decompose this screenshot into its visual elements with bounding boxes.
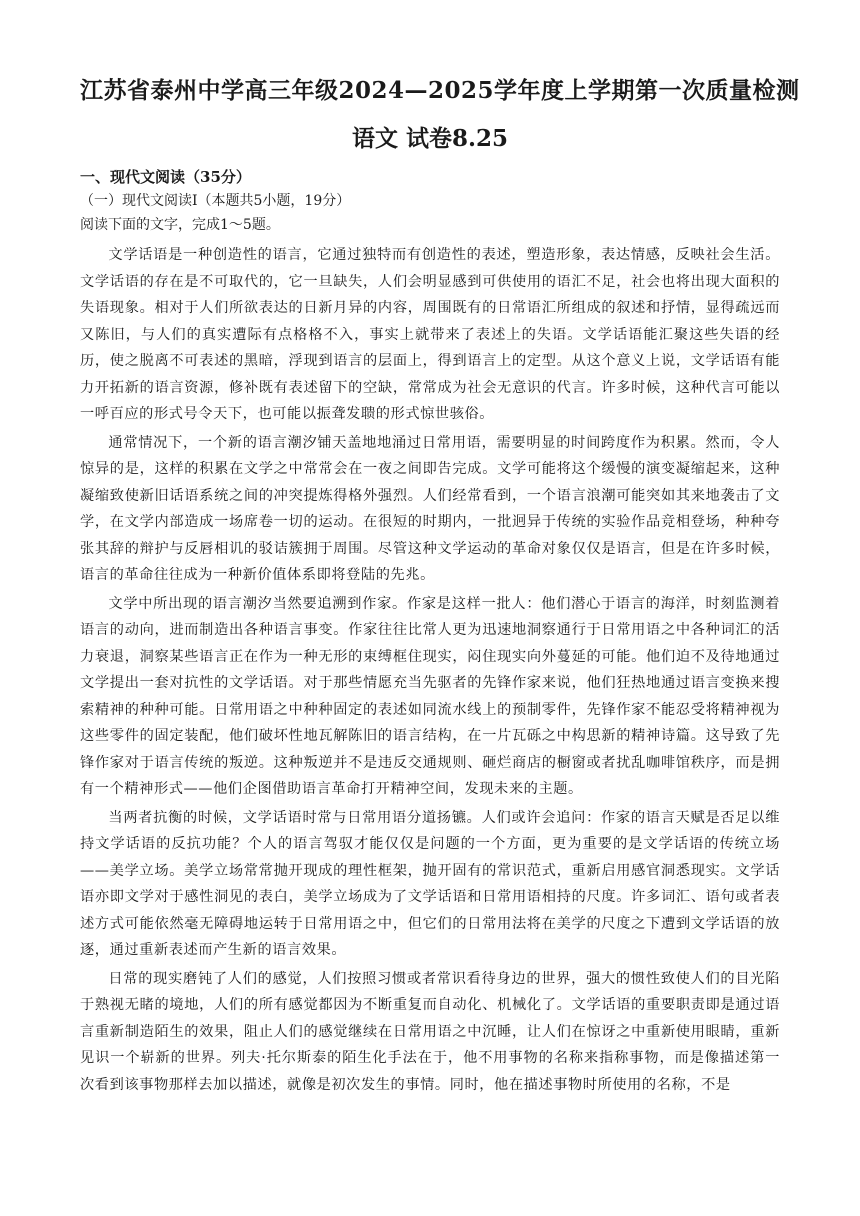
exam-title: 江苏省泰州中学高三年级2024—2025学年度上学期第一次质量检测 — [80, 77, 800, 104]
article-paragraph: 日常的现实磨钝了人们的感觉，人们按照习惯或者常识看待身边的世界，强大的惯性致使人们的目光陷于熟视无睹的境地，人们的所有感觉都因为不断重复而自动化、机械化了。文学话语的重要职责即是通过语言重新制造陌生的效果，阻止人们的感觉继续在日常用语之中沉睡，让人们在惊讶之中重新使用眼睛，重新见识一个崭新的世界。列夫·托尔斯泰的陌生化手法在于，他不用事物的名称来指称事物，而是像描述第一次看到该事物那样去加以描述，就像是初次发生的事情。同时，他在描述事物时所使用的名称，不是 — [80, 970, 780, 1093]
article-paragraph: 文学话语是一种创造性的语言，它通过独特而有创造性的表述，塑造形象，表达情感，反映社会生活。文学话语的存在是不可取代的，它一旦缺失，人们会明显感到可供使用的语汇不足，社会也将出现大面积的失语现象。相对于人们所欲表达的日新月异的内容，周围既有的日常语汇所组成的叙述和抒情，显得疏远而又陈旧，与人们的真实遭际有点格格不入，事实上就带来了表述上的失语。文学话语能汇聚这些失语的经历，使之脱离不可表述的黑暗，浮现到语言的层面上，得到语言上的定型。从这个意义上说，文学话语有能力开拓新的语言资源，修补既有表述留下的空缺，常常成为社会无意识的代言。许多时候，这种代言可能以一呼百应的形式号令天下，也可能以振聋发聩的形式惊世骇俗。 — [80, 247, 780, 422]
article-body — [80, 242, 780, 1098]
article-paragraph: 当两者抗衡的时候，文学话语时常与日常用语分道扬镳。人们或许会追问：作家的语言天赋是否足以维持文学话语的反抗功能？个人的语言驾驭才能仅仅是问题的一个方面，更为重要的是文学话语的传统立场——美学立场。美学立场常常抛开现成的理性框架，抛开固有的常识范式，重新启用感官洞悉现实。文学话语亦即文学对于感性洞见的表白，美学立场成为了文学话语和日常用语相持的尺度。许多词汇、语句或者表述方式可能依然毫无障碍地运转于日常用语之中，但它们的日常用法将在美学的尺度之下遭到文学话语的放逐，通过重新表述而产生新的语言效果。 — [80, 809, 780, 958]
article-paragraph: 通常情况下，一个新的语言潮汐铺天盖地地涌过日常用语，需要明显的时间跨度作为积累。然而，令人惊异的是，这样的积累在文学之中常常会在一夜之间即告完成。文学可能将这个缓慢的演变凝缩起来，这种凝缩致使新旧话语系统之间的冲突提炼得格外强烈。人们经常看到，一个语言浪潮可能突如其来地袭击了文学，在文学内部造成一场席卷一切的运动。在很短的时期内，一批迥异于传统的实验作品竞相登场，种种夸张其辞的辩护与反唇相讥的驳诘簇拥于周围。尽管这种文学运动的革命对象仅仅是语言，但是在许多时候，语言的革命往往成为一种新价值体系即将登陆的先兆。 — [80, 434, 780, 583]
exam-subtitle: 语文 试卷8.25 — [351, 125, 509, 152]
reading-instruction: 阅读下面的文字，完成1～5题。 — [80, 217, 280, 233]
sub-section-heading: （一）现代文阅读Ⅰ（本题共5小题，19分） — [80, 193, 351, 209]
section-heading: 一、现代文阅读（35分） — [80, 168, 251, 186]
article-paragraph: 文学中所出现的语言潮汐当然要追溯到作家。作家是这样一批人：他们潜心于语言的海洋，时刻监测着语言的动向，进而制造出各种语言事变。作家往往比常人更为迅速地洞察通行于日常用语之中各种词汇的活力衰退，洞察某些语言正在作为一种无形的束缚框住现实，闷住现实向外蔓延的可能。他们迫不及待地通过文学提出一套对抗性的文学话语。对于那些情愿充当先驱者的先锋作家来说，他们狂热地通过语言变换来搜索精神的种种可能。日常用语之中种种固定的表述如同流水线上的预制零件，先锋作家不能忍受将精神视为这些零件的固定装配，他们破坏性地瓦解陈旧的语言结构，在一片瓦砾之中构思新的精神诗篇。这导致了先锋作家对于语言传统的叛逆。这种叛逆并不是违反交通规则、砸烂商店的橱窗或者扰乱咖啡馆秩序，而是拥有一个精神形式——他们企图借助语言革命打开精神空间，发现未来的主题。 — [80, 595, 780, 797]
